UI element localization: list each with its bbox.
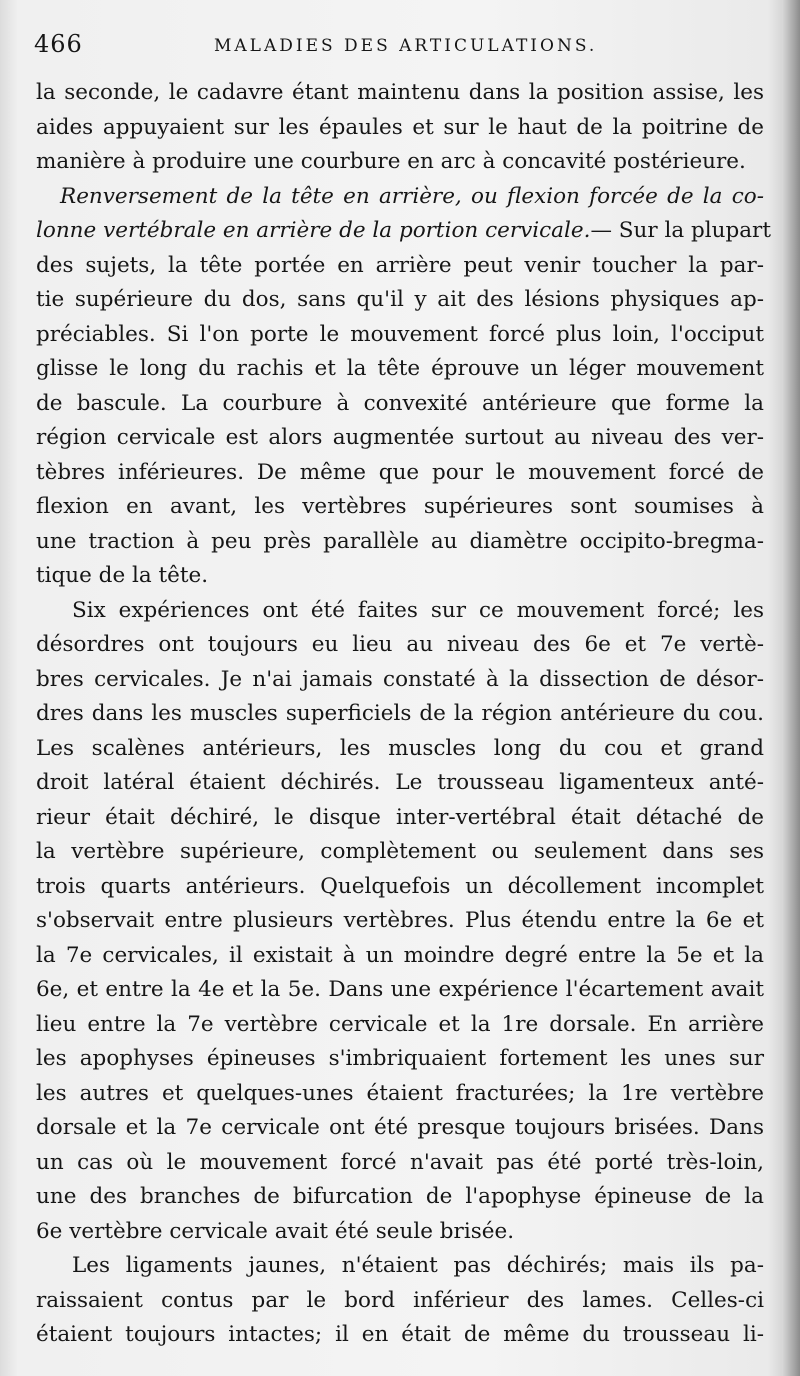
body-text bbox=[36, 76, 771, 1353]
text-line: la 7e cervicales, il existait à un moindre degré entre la 5e et la bbox=[36, 942, 764, 968]
text-line: 6e vertèbre cervicale avait été seule brisée. bbox=[36, 1218, 515, 1244]
text-line: les apophyses épineuses s'imbriquaient fortement les unes sur bbox=[36, 1046, 764, 1071]
section-heading-text: lonne vertébrale en arrière de la portion cervicale. bbox=[36, 218, 591, 243]
text-fragment: — Sur la plupart bbox=[590, 218, 771, 243]
text-line: lieu entre la 7e vertèbre cervicale et la 1re dorsale. En arrière bbox=[36, 1011, 764, 1037]
page-header bbox=[34, 30, 764, 60]
text-line: des sujets, la tête portée en arrière peut venir toucher la par- bbox=[36, 252, 764, 278]
text-line: tie supérieure du dos, sans qu'il y ait des lésions physiques ap- bbox=[36, 287, 764, 312]
page-edge bbox=[782, 0, 800, 1376]
text-line: la seconde, le cadavre étant maintenu dans la position assise, les bbox=[36, 80, 764, 105]
text-line: étaient toujours intactes; il en était de même du trousseau li- bbox=[36, 1322, 764, 1347]
text-line: région cervicale est alors augmentée surtout au niveau des ver- bbox=[36, 425, 764, 450]
text-line: les autres et quelques-unes étaient fracturées; la 1re vertèbre bbox=[36, 1080, 764, 1106]
text-line: Six expériences ont été faites sur ce mouvement forcé; les bbox=[72, 597, 764, 623]
section-heading-line: Renversement de la tête en arrière, ou flexion forcée de la co- bbox=[60, 183, 764, 209]
page-number: 466 bbox=[34, 30, 83, 58]
running-title: MALADIES DES ARTICULATIONS. bbox=[214, 36, 598, 56]
text-line: préciables. Si l'on porte le mouvement forcé plus loin, l'occiput bbox=[36, 321, 764, 347]
text-line: désordres ont toujours eu lieu au niveau des 6e et 7e vertè- bbox=[36, 632, 764, 657]
text-line: dres dans les muscles superficiels de la région antérieure du cou. bbox=[36, 701, 764, 726]
text-line: la vertèbre supérieure, complètement ou seulement dans ses bbox=[36, 839, 764, 864]
text-line: Les scalènes antérieurs, les muscles long du cou et grand bbox=[36, 735, 764, 761]
text-line: droit latéral étaient déchirés. Le trousseau ligamenteux anté- bbox=[36, 770, 764, 795]
text-line: raissaient contus par le bord inférieur des lames. Celles-ci bbox=[36, 1287, 764, 1313]
text-line: dorsale et la 7e cervicale ont été presque toujours brisées. Dans bbox=[36, 1115, 764, 1140]
text-line: Les ligaments jaunes, n'étaient pas déchirés; mais ils pa- bbox=[72, 1253, 764, 1278]
text-line: flexion en avant, les vertèbres supérieures sont soumises à bbox=[36, 494, 764, 519]
text-line: aides appuyaient sur les épaules et sur le haut de la poitrine de bbox=[36, 114, 764, 140]
section-heading-line bbox=[36, 214, 771, 249]
text-line: s'observait entre plusieurs vertèbres. Plus étendu entre la 6e et bbox=[36, 908, 764, 933]
text-line: une traction à peu près parallèle au diamètre occipito-bregma- bbox=[36, 528, 764, 554]
text-line: manière à produire une courbure en arc à concavité postérieure. bbox=[36, 149, 746, 174]
text-line: tèbres inférieures. De même que pour le mouvement forcé de bbox=[36, 459, 764, 485]
text-line: de bascule. La courbure à convexité antérieure que forme la bbox=[36, 390, 764, 416]
text-line: glisse le long du rachis et la tête éprouve un léger mouvement bbox=[36, 356, 764, 381]
text-line: rieur était déchiré, le disque inter-vertébral était détaché de bbox=[36, 804, 764, 830]
text-line: tique de la tête. bbox=[36, 563, 209, 588]
text-line: trois quarts antérieurs. Quelquefois un décollement incomplet bbox=[36, 873, 764, 899]
text-line: bres cervicales. Je n'ai jamais constaté à la dissection de désor- bbox=[36, 666, 764, 692]
text-line: 6e, et entre la 4e et la 5e. Dans une expérience l'écartement avait bbox=[36, 977, 764, 1002]
text-line: une des branches de bifurcation de l'apophyse épineuse de la bbox=[36, 1184, 764, 1209]
text-line: un cas où le mouvement forcé n'avait pas été porté très-loin, bbox=[36, 1149, 764, 1175]
